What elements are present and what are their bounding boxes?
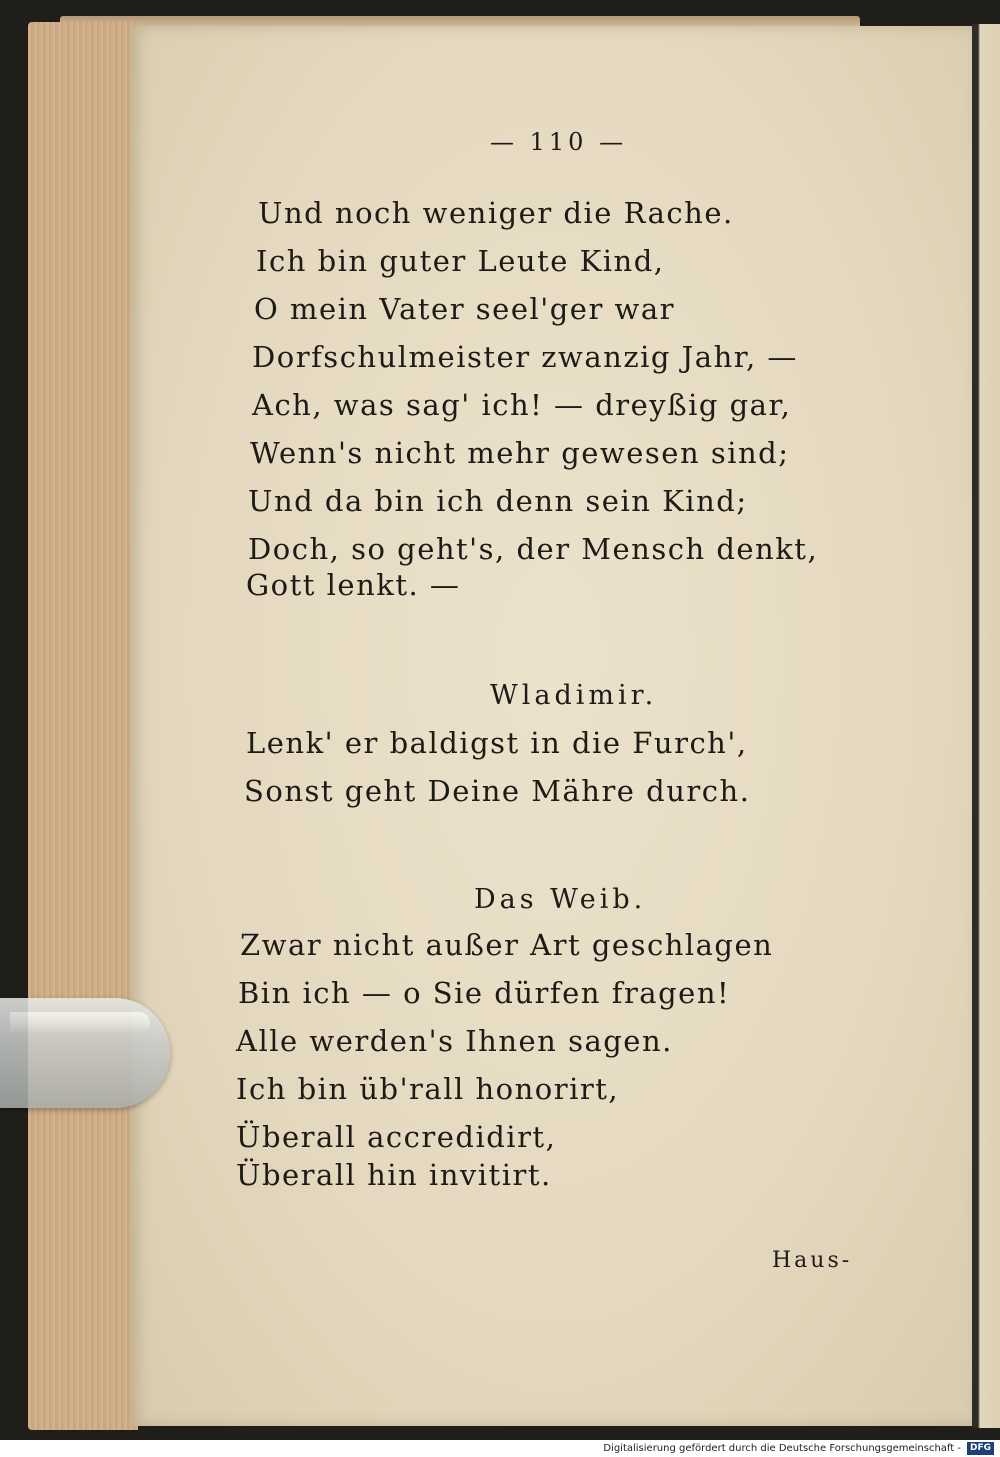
footer-bar [0, 1440, 1000, 1457]
verse-line: Gott lenkt. — [246, 568, 461, 602]
verse-line: Und noch weniger die Rache. [258, 196, 734, 230]
verse-line: O mein Vater seel'ger war [254, 292, 676, 326]
verse-line: Bin ich — o Sie dürfen fragen! [238, 976, 731, 1010]
verse-line: Ich bin üb'rall honorirt, [236, 1072, 620, 1106]
verse-line: Ach, was sag' ich! — dreyßig gar, [252, 388, 792, 422]
verse-line: Zwar nicht außer Art geschlagen [240, 928, 774, 962]
page-clip [0, 998, 170, 1108]
verse-line: Ich bin guter Leute Kind, [256, 244, 665, 278]
verse-line: Überall hin invitirt. [236, 1158, 552, 1192]
next-page-edge [972, 24, 1000, 1428]
page-block-edges [28, 22, 138, 1430]
speaker-name: Wladimir. [490, 680, 658, 711]
page-number: — 110 — [490, 128, 628, 156]
verse-line: Und da bin ich denn sein Kind; [248, 484, 748, 518]
verse-line: Überall accredidirt, [236, 1120, 557, 1154]
dfg-logo: DFG [967, 1442, 994, 1455]
catchword: Haus- [772, 1248, 853, 1273]
speaker-name: Das Weib. [474, 884, 647, 915]
verse-line: Alle werden's Ihnen sagen. [236, 1024, 673, 1058]
verse-line: Dorfschulmeister zwanzig Jahr, — [252, 340, 798, 374]
verse-line: Sonst geht Deine Mähre durch. [244, 774, 751, 808]
footer-text: Digitalisierung gefördert durch die Deutsche Forschungsgemeinschaft - [603, 1443, 961, 1454]
verse-line: Lenk' er baldigst in die Furch', [246, 726, 748, 760]
verse-line: Doch, so geht's, der Mensch denkt, [248, 532, 819, 566]
verse-line: Wenn's nicht mehr gewesen sind; [250, 436, 790, 470]
